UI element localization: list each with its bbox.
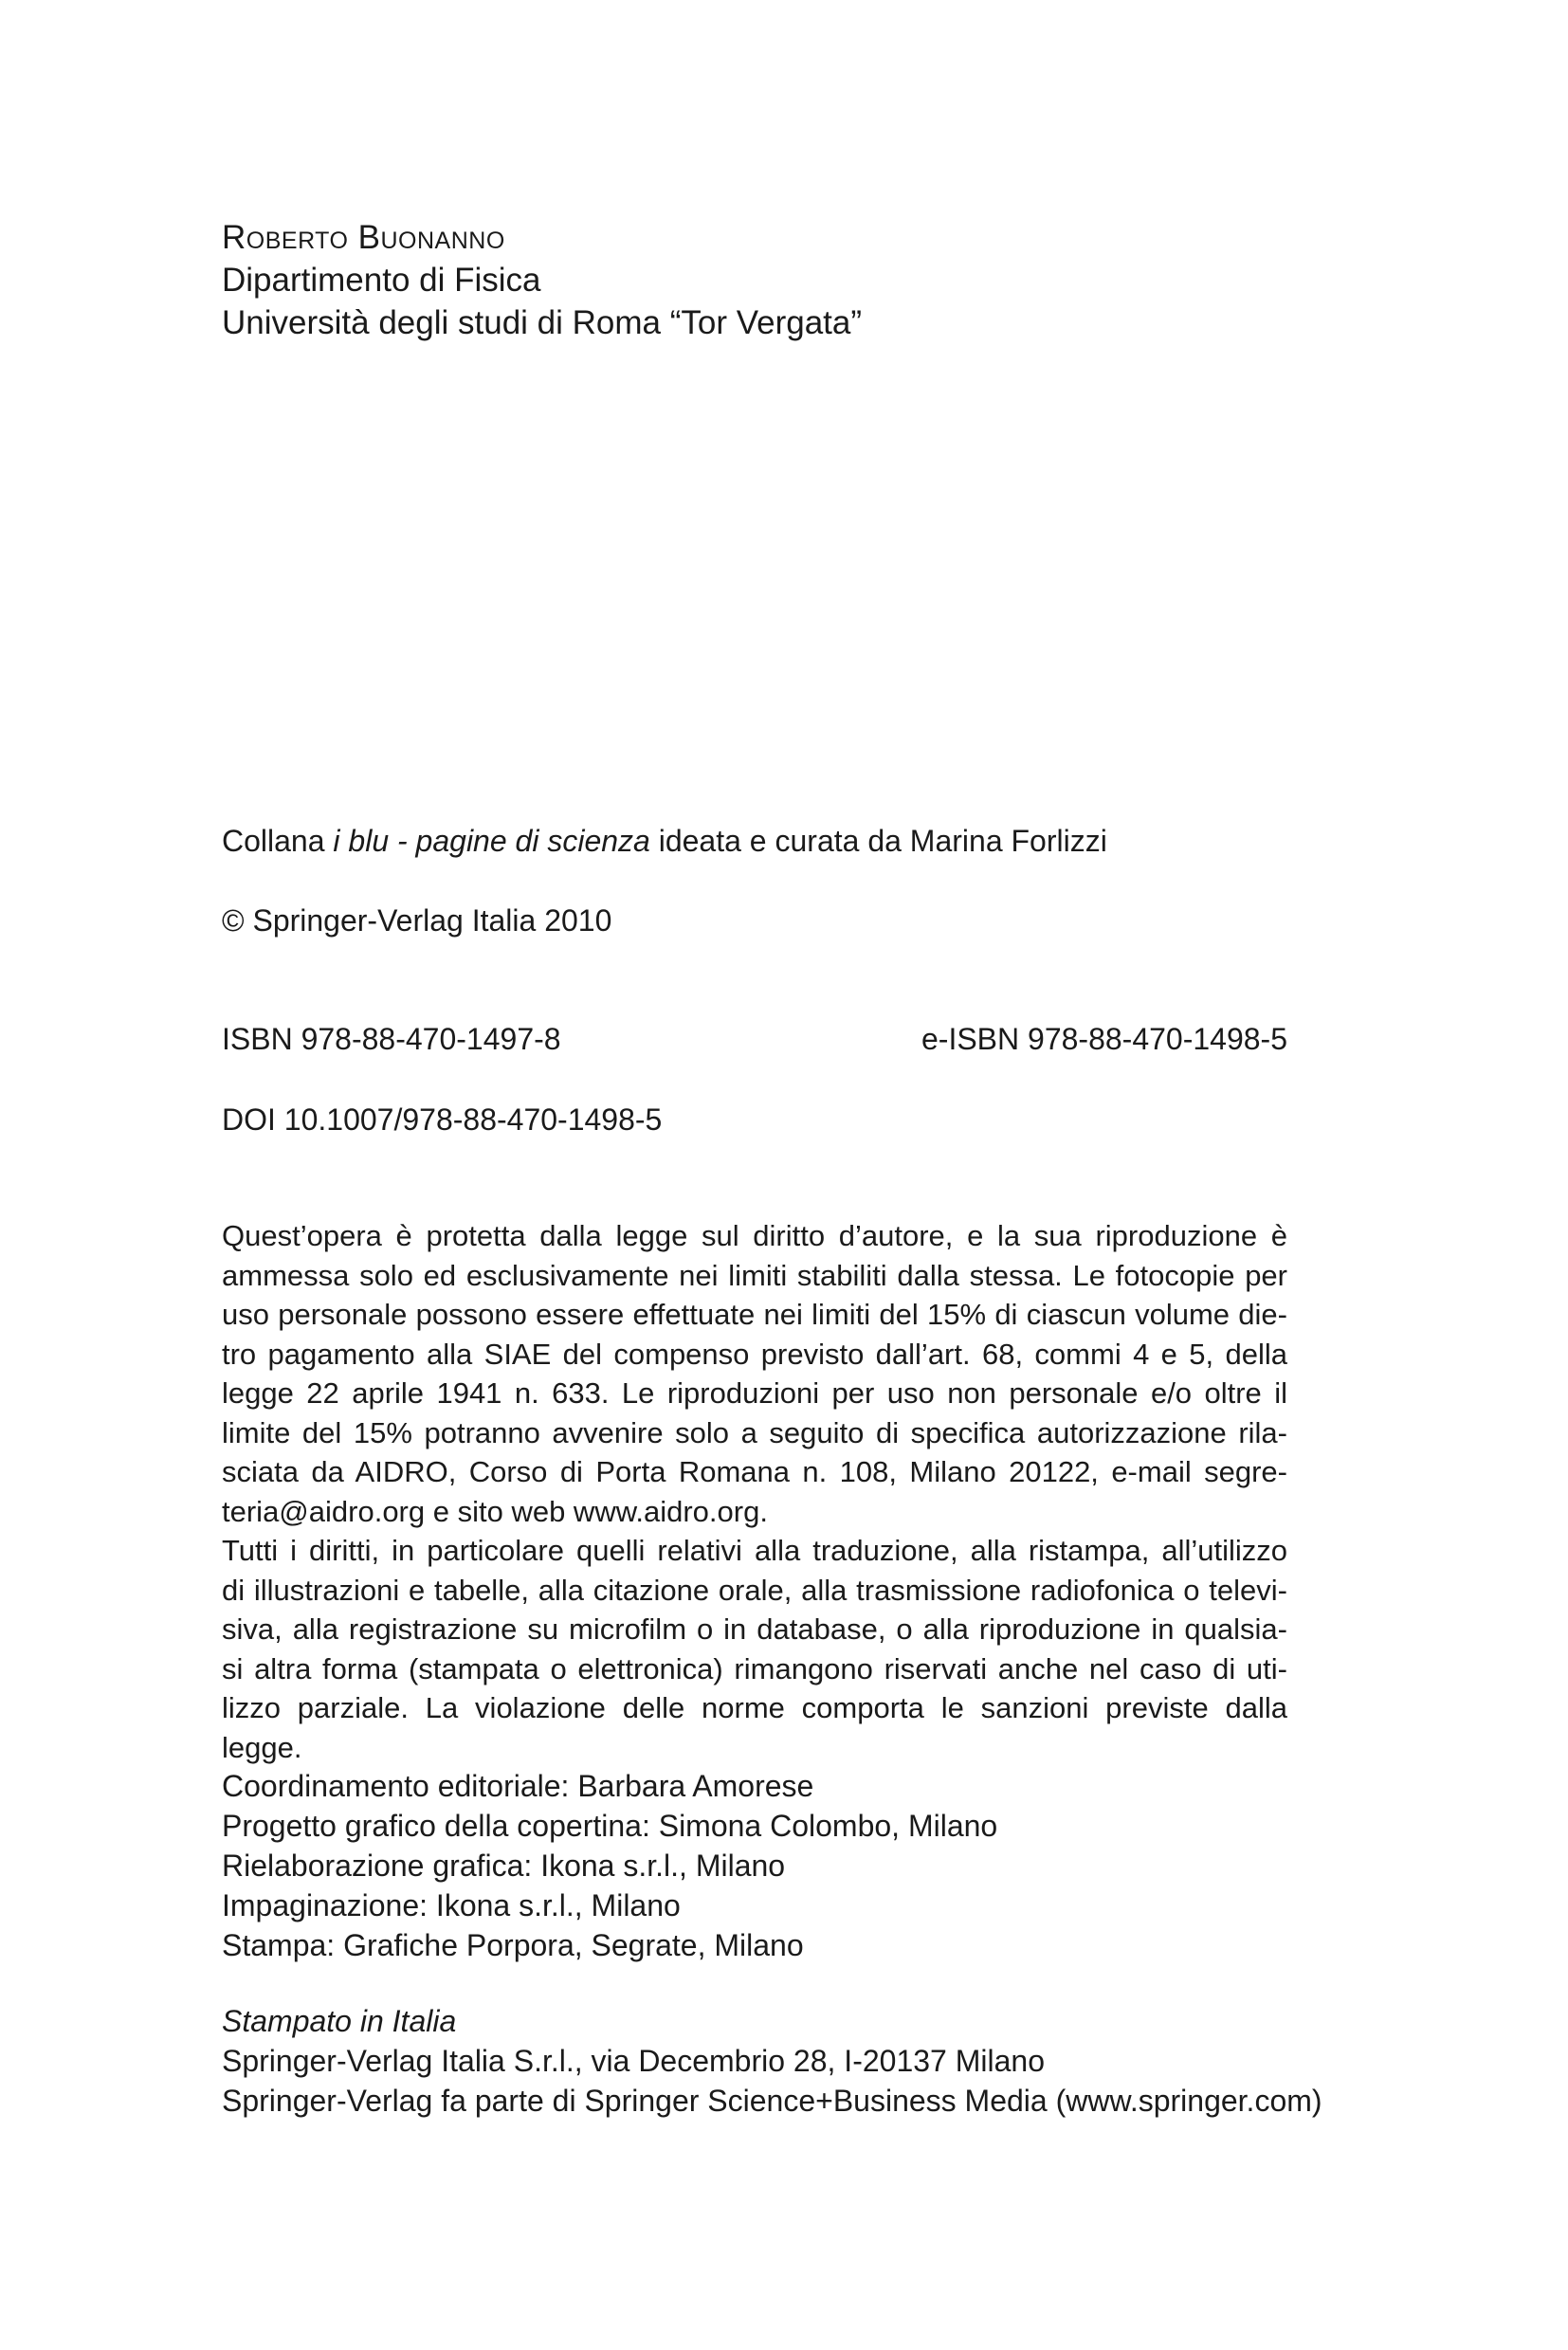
- isbn: ISBN 978-88-470-1497-8: [222, 1022, 561, 1056]
- legal-line: legge 22 aprile 1941 n. 633. Le riproduzioni per uso non personale e/o oltre il: [222, 1376, 1287, 1410]
- legal-line: sciata da AIDRO, Corso di Porta Romana n. 108, Milano 20122, e-mail segre-: [222, 1455, 1287, 1488]
- printed-block: [222, 2001, 1322, 2121]
- series-suffix: ideata e curata da Marina Forlizzi: [649, 824, 1107, 858]
- credit-graphic-rework: Rielaborazione grafica: Ikona s.r.l., Milano: [222, 1849, 786, 1883]
- credit-editorial-coordination: Coordinamento editoriale: Barbara Amorese: [222, 1769, 814, 1803]
- publisher-group: Springer-Verlag fa parte di Springer Science+Business Media (www.springer.com): [222, 2084, 1322, 2118]
- series-line: [222, 821, 1287, 861]
- series-name: i blu - pagine di scienza: [333, 824, 650, 858]
- author-name: Roberto Buonanno: [222, 219, 505, 256]
- legal-line: uso personale possono essere effettuate nei limiti del 15% di ciascun volume die-: [222, 1298, 1287, 1331]
- legal-line: tro pagamento alla SIAE del compenso previsto dall’art. 68, commi 4 e 5, della: [222, 1337, 1287, 1371]
- legal-line: Tutti i diritti, in particolare quelli relativi alla traduzione, alla ristampa, all’utilizzo: [222, 1534, 1287, 1567]
- legal-line: si altra forma (stampata o elettronica) rimangono riservati anche nel caso di uti-: [222, 1651, 1287, 1685]
- doi: DOI 10.1007/978-88-470-1498-5: [222, 1102, 663, 1137]
- author-university: Università degli studi di Roma “Tor Vergata”: [222, 304, 863, 341]
- e-isbn: e-ISBN 978-88-470-1498-5: [921, 1022, 1287, 1056]
- legal-notice: [222, 1216, 1287, 1764]
- credit-layout: Impaginazione: Ikona s.r.l., Milano: [222, 1888, 681, 1922]
- legal-line: lizzo parziale. La violazione delle norme comporta le sanzioni previste dalla legge.: [222, 1691, 1287, 1764]
- legal-line: teria@aidro.org e sito web www.aidro.org.: [222, 1494, 768, 1528]
- credit-cover-design: Progetto grafico della copertina: Simona Colombo, Milano: [222, 1809, 998, 1843]
- author-department: Dipartimento di Fisica: [222, 262, 541, 299]
- series-prefix: Collana: [222, 824, 334, 858]
- publisher-address: Springer-Verlag Italia S.r.l., via Decembrio 28, I-20137 Milano: [222, 2044, 1045, 2078]
- legal-line: limite del 15% potranno avvenire solo a seguito di specifica autorizzazione rila-: [222, 1415, 1287, 1449]
- author-block: [222, 216, 1287, 344]
- isbn-row: [222, 1019, 1287, 1059]
- copyright-notice: © Springer-Verlag Italia 2010: [222, 903, 612, 938]
- credits-block: [222, 1766, 1287, 1965]
- legal-line: ammessa solo ed esclusivamente nei limiti stabiliti dalla stessa. Le fotocopie per: [222, 1258, 1287, 1292]
- credit-printing: Stampa: Grafiche Porpora, Segrate, Milano: [222, 1928, 804, 1962]
- legal-line: siva, alla registrazione su microfilm o in database, o alla riproduzione in qualsia-: [222, 1612, 1287, 1646]
- legal-line: di illustrazioni e tabelle, alla citazione orale, alla trasmissione radiofonica o televi-: [222, 1573, 1287, 1607]
- legal-line: Quest’opera è protetta dalla legge sul diritto d’autore, e la sua riproduzione è: [222, 1219, 1287, 1252]
- printed-in-label: Stampato in Italia: [222, 2004, 457, 2038]
